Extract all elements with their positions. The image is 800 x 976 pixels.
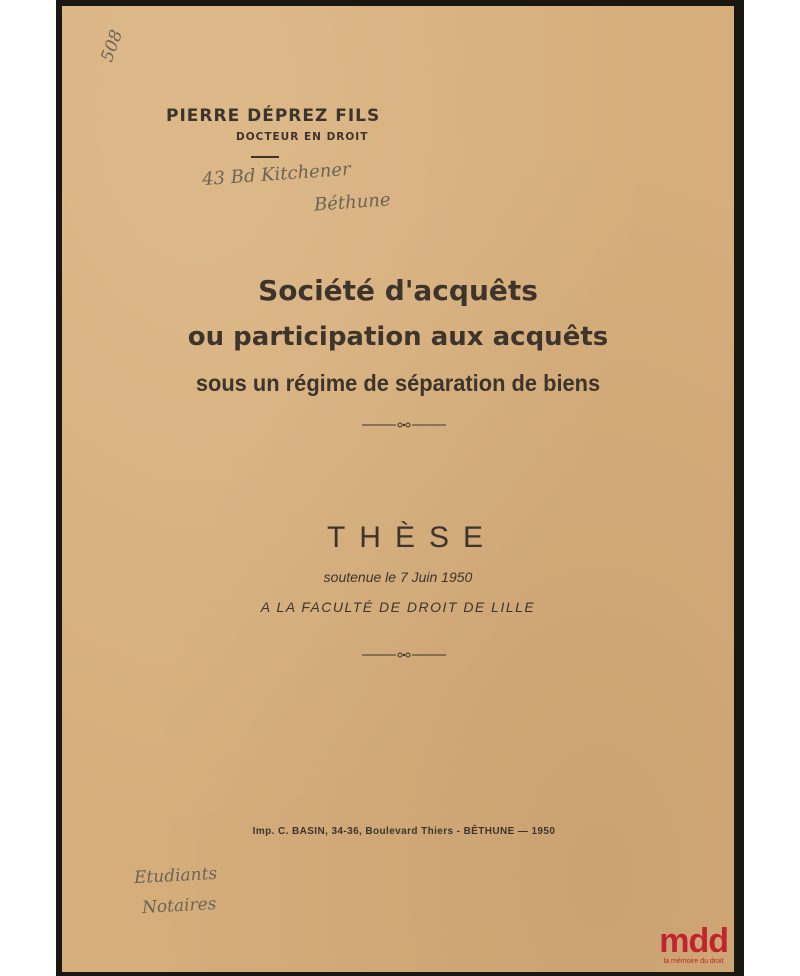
author-title: DOCTEUR EN DROIT bbox=[236, 131, 369, 143]
title-line-1: Société d'acquêts bbox=[258, 274, 538, 307]
these-heading: THÈSE bbox=[326, 521, 498, 554]
title-line-3: sous un régime de séparation de biens bbox=[195, 370, 601, 396]
printer-imprint: Imp. C. BASIN, 34-36, Boulevard Thiers - BÊTHUNE — 1950 bbox=[252, 826, 556, 837]
faculty-name: A LA FACULTÉ DE DROIT DE LILLE bbox=[260, 599, 536, 615]
author-underline bbox=[251, 156, 279, 158]
handwritten-address-line1: 43 Bd Kitchener bbox=[201, 158, 352, 191]
handwritten-number: 508 bbox=[97, 27, 128, 65]
book-cover bbox=[62, 6, 734, 972]
title-line-2: ou participation aux acquêts bbox=[187, 322, 609, 352]
logo-mark: mdd bbox=[659, 922, 728, 960]
logo-tagline: la mémoire du droit bbox=[663, 958, 724, 965]
ornament-divider-top bbox=[362, 420, 446, 430]
author-name: PIERRE DÉPREZ FILS bbox=[166, 106, 381, 126]
defense-date: soutenue le 7 Juin 1950 bbox=[323, 569, 473, 585]
ornament-divider-bottom bbox=[362, 650, 446, 660]
handwritten-note-line1: Etudiants bbox=[133, 863, 218, 889]
watermark-logo bbox=[659, 924, 728, 966]
handwritten-note-line2: Notaires bbox=[141, 894, 217, 918]
handwritten-address-line2: Béthune bbox=[313, 189, 392, 216]
